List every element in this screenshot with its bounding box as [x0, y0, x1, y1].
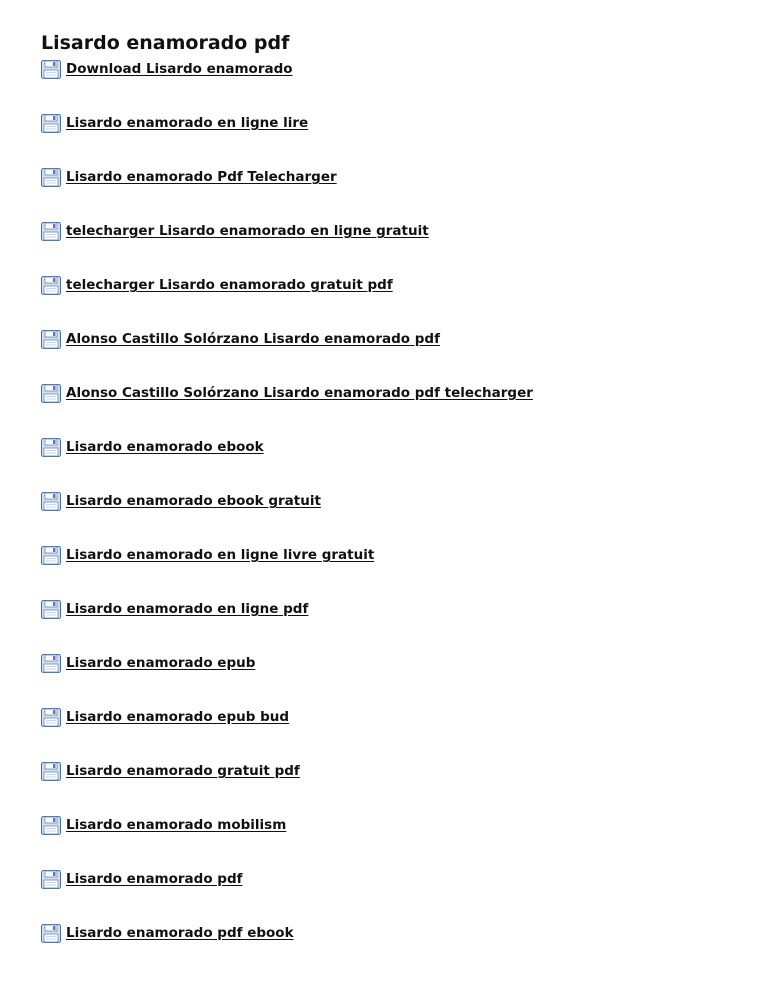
- list-item: [41, 545, 748, 599]
- list-item: [41, 113, 748, 167]
- list-item: [41, 653, 748, 707]
- download-link-list: [41, 59, 748, 977]
- floppy-disk-icon: [41, 222, 61, 241]
- floppy-disk-icon: [41, 438, 61, 457]
- download-link[interactable]: [41, 113, 308, 133]
- floppy-disk-icon: [41, 870, 61, 889]
- download-link[interactable]: [41, 761, 300, 781]
- floppy-disk-icon: [41, 546, 61, 565]
- link-label: Lisardo enamorado pdf ebook: [66, 925, 294, 941]
- link-label: Lisardo enamorado en ligne pdf: [66, 601, 309, 617]
- floppy-disk-icon: [41, 330, 61, 349]
- list-item: [41, 437, 748, 491]
- link-label: Lisardo enamorado gratuit pdf: [66, 763, 300, 779]
- floppy-disk-icon: [41, 762, 61, 781]
- list-item: [41, 59, 748, 113]
- link-label: Lisardo enamorado ebook gratuit: [66, 493, 321, 509]
- download-link[interactable]: [41, 329, 440, 349]
- link-label: Alonso Castillo Solórzano Lisardo enamorado pdf: [66, 331, 440, 347]
- download-link[interactable]: [41, 383, 533, 403]
- link-label: Lisardo enamorado en ligne lire: [66, 115, 309, 131]
- floppy-disk-icon: [41, 276, 61, 295]
- download-link[interactable]: [41, 653, 255, 673]
- floppy-disk-icon: [41, 492, 61, 511]
- download-link[interactable]: [41, 491, 321, 511]
- list-item: [41, 923, 748, 977]
- link-label: Lisardo enamorado en ligne livre gratuit: [66, 547, 375, 563]
- floppy-disk-icon: [41, 600, 61, 619]
- list-item: [41, 221, 748, 275]
- list-item: [41, 329, 748, 383]
- download-link[interactable]: [41, 59, 293, 79]
- link-label: Lisardo enamorado epub: [66, 655, 256, 671]
- download-link[interactable]: [41, 275, 393, 295]
- download-link[interactable]: [41, 707, 289, 727]
- download-link[interactable]: [41, 869, 243, 889]
- list-item: [41, 869, 748, 923]
- floppy-disk-icon: [41, 708, 61, 727]
- link-label: Alonso Castillo Solórzano Lisardo enamorado pdf telecharger: [66, 385, 533, 401]
- floppy-disk-icon: [41, 816, 61, 835]
- download-link[interactable]: [41, 167, 337, 187]
- list-item: [41, 707, 748, 761]
- floppy-disk-icon: [41, 60, 61, 79]
- floppy-disk-icon: [41, 114, 61, 133]
- download-link[interactable]: [41, 599, 308, 619]
- page-title: Lisardo enamorado pdf: [41, 32, 290, 54]
- list-item: [41, 815, 748, 869]
- link-label: Lisardo enamorado ebook: [66, 439, 264, 455]
- floppy-disk-icon: [41, 384, 61, 403]
- download-link[interactable]: [41, 221, 429, 241]
- link-label: Lisardo enamorado pdf: [66, 871, 243, 887]
- page-content: [41, 30, 748, 977]
- list-item: [41, 167, 748, 221]
- list-item: [41, 491, 748, 545]
- link-label: Lisardo enamorado mobilism: [66, 817, 287, 833]
- download-link[interactable]: [41, 545, 374, 565]
- link-label: Lisardo enamorado epub bud: [66, 709, 290, 725]
- download-link[interactable]: [41, 815, 286, 835]
- list-item: [41, 275, 748, 329]
- link-label: telecharger Lisardo enamorado gratuit pdf: [66, 277, 393, 293]
- list-item: [41, 599, 748, 653]
- list-item: [41, 383, 748, 437]
- link-label: Lisardo enamorado Pdf Telecharger: [66, 169, 337, 185]
- download-link[interactable]: [41, 437, 264, 457]
- link-label: Download Lisardo enamorado: [66, 61, 293, 77]
- list-item: [41, 761, 748, 815]
- floppy-disk-icon: [41, 924, 61, 943]
- floppy-disk-icon: [41, 654, 61, 673]
- floppy-disk-icon: [41, 168, 61, 187]
- link-label: telecharger Lisardo enamorado en ligne gratuit: [66, 223, 429, 239]
- download-link[interactable]: [41, 923, 294, 943]
